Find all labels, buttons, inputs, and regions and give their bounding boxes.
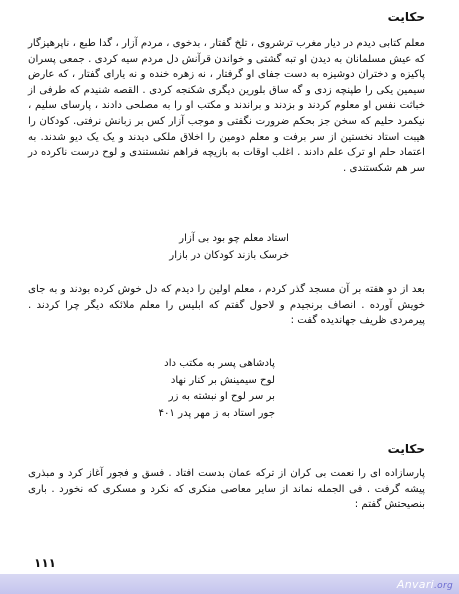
footer-bar — [0, 574, 459, 594]
section-title: حکایت — [387, 442, 425, 456]
verse-line: لوح سیمینش بر کنار نهاد — [170, 374, 275, 386]
verse-line: استاد معلم چو بود بی آزار — [179, 233, 289, 244]
verse-block-1 — [169, 231, 289, 264]
verse-line: خرسک بازند کودکان در بازار — [169, 249, 289, 261]
verse-line: بر سر لوح او نبشته به زر — [168, 391, 275, 402]
watermark-name: Anvari — [396, 578, 435, 591]
watermark-tld: .org — [434, 581, 453, 591]
story-paragraph-2: بعد از دو هفته بر آن مسجد گذر کردم ، معلم اولین را دیدم که دل خوش کرده بودند و به جای خویش آورده . انصاف برنجیدم و لاحول گفتم که ابلیس را معلم ملائکه دیگر چرا کردند . پیرمردی ظریف جهاندیده گفت : — [28, 284, 425, 327]
story-paragraph-3: پارسازاده ای را نعمت بی کران از ترکه عمان بدست افتاد . فسق و فجور آغاز کرد و مبذری پیشه گرفت . فی الجمله نماند از سایر معاصی منکری که نکرد و مسکری که نخورد . باری بنصیحتش گفتم : — [28, 468, 425, 511]
story-paragraph-1: معلم کتابی دیدم در دیار مغرب ترشروی ، تلخ گفتار ، بدخوی ، مردم آزار ، گدا طبع ، ناپرهیزگار که عیش مسلمانان به دیدن او تبه گشتی و خواندن قرآنش دل مردم سیه کردی . جمعی پسران پاکیزه و دختران دوشیزه به دست جفای او گرفتار ، نه زهره خنده و نه یارای گفتار ، که عارض سیمین یکی را طپنچه زدی و گه ساق بلورین دیگری شکنجه کردی . القصه شنیدم که طرفی از خباثت نفس او معلوم کردند و بزدند و براندند و مکتب او را به مصلحی دادند ، پارسای سلیم ، نیکمرد حلیم که سخن جز بحکم ضرورت نگفتی و موجب آزار کس بر زبانش نرفتی. کودکان را هیبت استاد نخستین از سر برفت و معلم دومین را اخلاق ملکی دیدند و یک یک دیو شدند. به اعتماد حلم او ترک علم دادند . اغلب اوقات به بازیچه فراهم نشستندی و لوح درست ناکرده در سر هم شکستندی . — [28, 38, 425, 174]
page-number: ۱۱۱ — [34, 556, 56, 570]
verse-line: پادشاهی پسر به مکتب داد — [164, 358, 275, 369]
watermark-logo — [397, 578, 453, 591]
verse-line: جور استاد به ز مهر پدر ۴۰۱ — [158, 407, 275, 419]
section-title: حکایت — [387, 10, 425, 24]
verse-block-2 — [158, 356, 275, 422]
